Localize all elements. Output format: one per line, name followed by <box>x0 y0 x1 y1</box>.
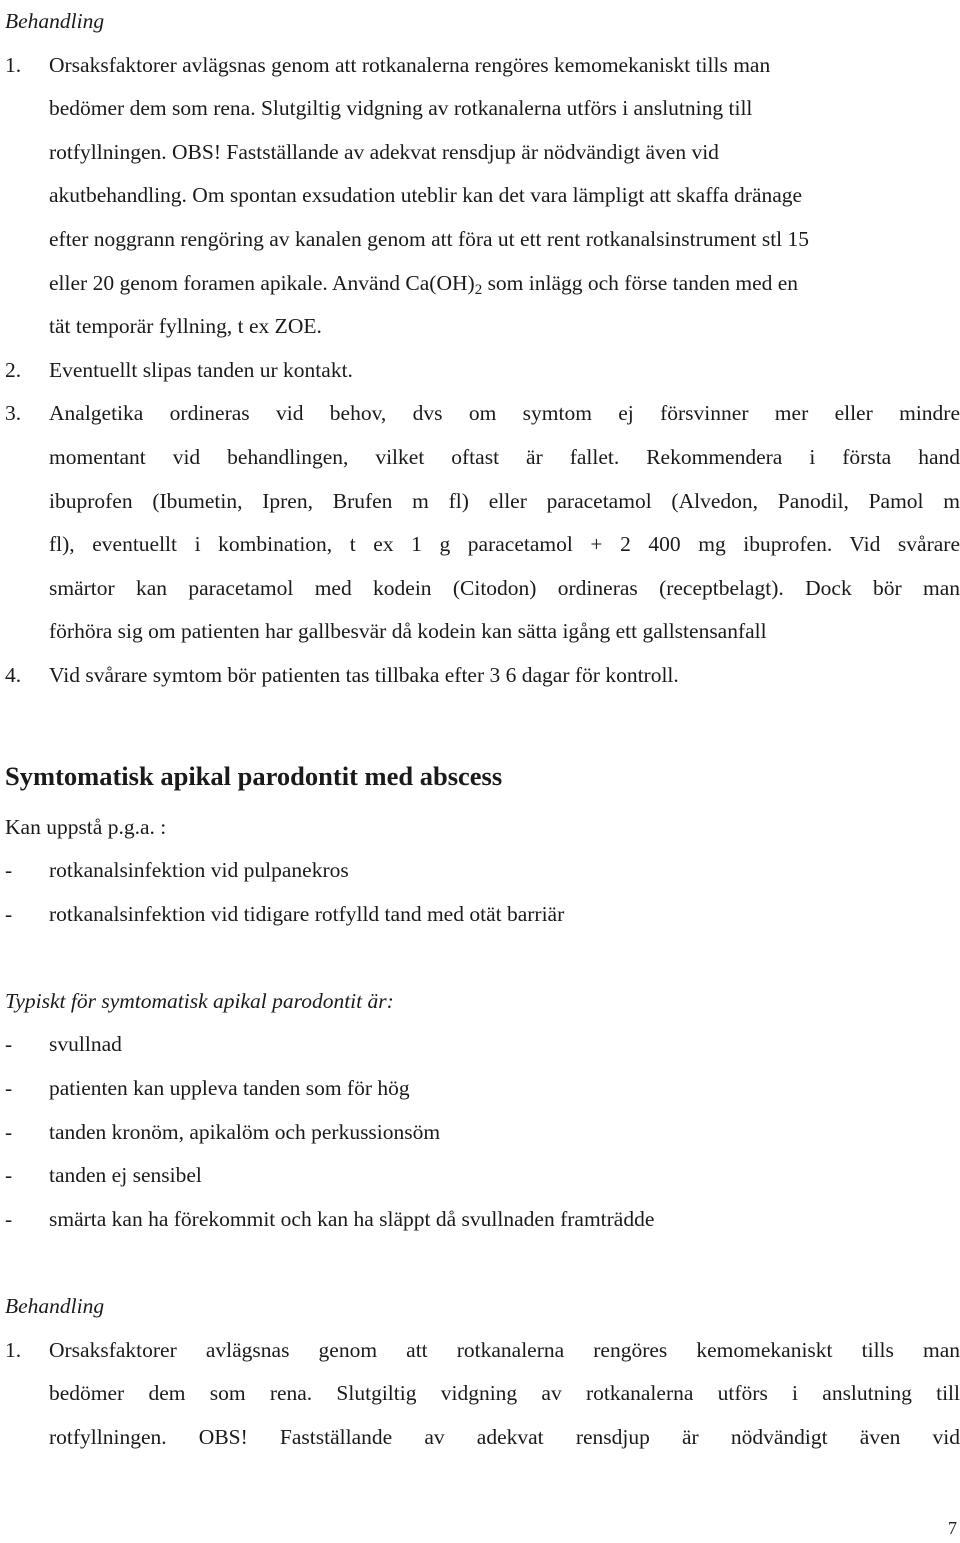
text-line: Vid svårare symtom bör patienten tas tillbaka efter 3 6 dagar för kontroll. <box>49 662 679 687</box>
typical-text: tanden kronöm, apikalöm och perkussionsöm <box>49 1119 441 1144</box>
dash-bullet: - <box>5 901 13 926</box>
cause-item <box>5 893 960 937</box>
text-line: smärtor kan paracetamol med kodein (Citodon) ordineras (receptbelagt). Dock bör man <box>49 575 960 600</box>
text-line: Eventuellt slipas tanden ur kontakt. <box>49 357 353 382</box>
typical-text: smärta kan ha förekommit och kan ha släppt då svullnaden framträdde <box>49 1206 655 1231</box>
text-line: förhöra sig om patienten har gallbesvär då kodein kan sätta igång ett gallstensanfall <box>49 619 767 644</box>
typical-item <box>5 1154 960 1198</box>
dash-bullet: - <box>5 1076 13 1101</box>
typical-item <box>5 1111 960 1155</box>
list-item-1b <box>5 1329 960 1460</box>
text-line: akutbehandling. Om spontan exsudation uteblir kan det vara lämpligt att skaffa dränage <box>49 183 803 208</box>
list-number: 4. <box>5 662 22 687</box>
subscript: 2 <box>474 281 483 298</box>
text-line-formula <box>49 262 960 306</box>
text-segment: som inlägg och förse tanden med en <box>482 270 799 295</box>
section-title: Symtomatisk apikal parodontit med abscess <box>5 760 503 791</box>
list-number: 3. <box>5 401 22 426</box>
text-line: Orsaksfaktorer avlägsnas genom att rotkanalerna rengöres kemomekaniskt tills man <box>49 52 771 77</box>
text-line: ibuprofen (Ibumetin, Ipren, Brufen m fl) eller paracetamol (Alvedon, Panodil, Pamol m <box>49 488 960 513</box>
list-number: 1. <box>5 1337 22 1362</box>
text-line: tät temporär fyllning, t ex ZOE. <box>49 314 322 339</box>
list-number: 2. <box>5 357 22 382</box>
dash-bullet: - <box>5 1119 13 1144</box>
list-number: 1. <box>5 52 22 77</box>
text-line: momentant vid behandlingen, vilket oftast är fallet. Rekommendera i första hand <box>49 444 960 469</box>
typical-text: tanden ej sensibel <box>49 1163 202 1188</box>
dash-bullet: - <box>5 1032 13 1057</box>
dash-bullet: - <box>5 1206 13 1231</box>
text-line: efter noggrann rengöring av kanalen genom att föra ut ett rent rotkanalsinstrument stl 15 <box>49 226 810 251</box>
typical-text: svullnad <box>49 1032 122 1057</box>
cause-item <box>5 849 960 893</box>
text-line: bedömer dem som rena. Slutgiltig vidgning av rotkanalerna utförs i anslutning till <box>49 96 753 121</box>
text-segment: eller 20 genom foramen apikale. Använd Ca(OH) <box>49 270 475 295</box>
cause-text: rotkanalsinfektion vid pulpanekros <box>49 858 349 883</box>
typical-item <box>5 1023 960 1067</box>
section-intro: Kan uppstå p.g.a. : <box>5 814 167 839</box>
list-item-3 <box>5 392 960 654</box>
text-line: rotfyllningen. OBS! Fastställande av adekvat rensdjup är nödvändigt även vid <box>49 1424 960 1449</box>
text-line: rotfyllningen. OBS! Fastställande av adekvat rensdjup är nödvändigt även vid <box>49 139 719 164</box>
dash-bullet: - <box>5 858 13 883</box>
document-page <box>5 0 960 1459</box>
text-line: fl), eventuellt i kombination, t ex 1 g paracetamol + 2 400 mg ibuprofen. Vid svårare <box>49 532 960 557</box>
page-number: 7 <box>948 1518 957 1538</box>
list-item-1 <box>5 44 960 349</box>
list-item-2 <box>5 349 960 393</box>
cause-text: rotkanalsinfektion vid tidigare rotfylld tand med otät barriär <box>49 901 565 926</box>
treatment-heading: Behandling <box>5 9 105 33</box>
list-item-4 <box>5 654 960 698</box>
text-line: bedömer dem som rena. Slutgiltig vidgning av rotkanalerna utförs i anslutning till <box>49 1381 960 1406</box>
typical-text: patienten kan uppleva tanden som för hög <box>49 1076 410 1101</box>
typical-heading: Typiskt för symtomatisk apikal parodontit är: <box>5 988 394 1013</box>
dash-bullet: - <box>5 1163 13 1188</box>
typical-item <box>5 1067 960 1111</box>
typical-item <box>5 1198 960 1242</box>
text-line: Orsaksfaktorer avlägsnas genom att rotkanalerna rengöres kemomekaniskt tills man <box>49 1337 960 1362</box>
text-line: Analgetika ordineras vid behov, dvs om symtom ej försvinner mer eller mindre <box>49 401 960 426</box>
treatment-heading-2: Behandling <box>5 1294 105 1319</box>
